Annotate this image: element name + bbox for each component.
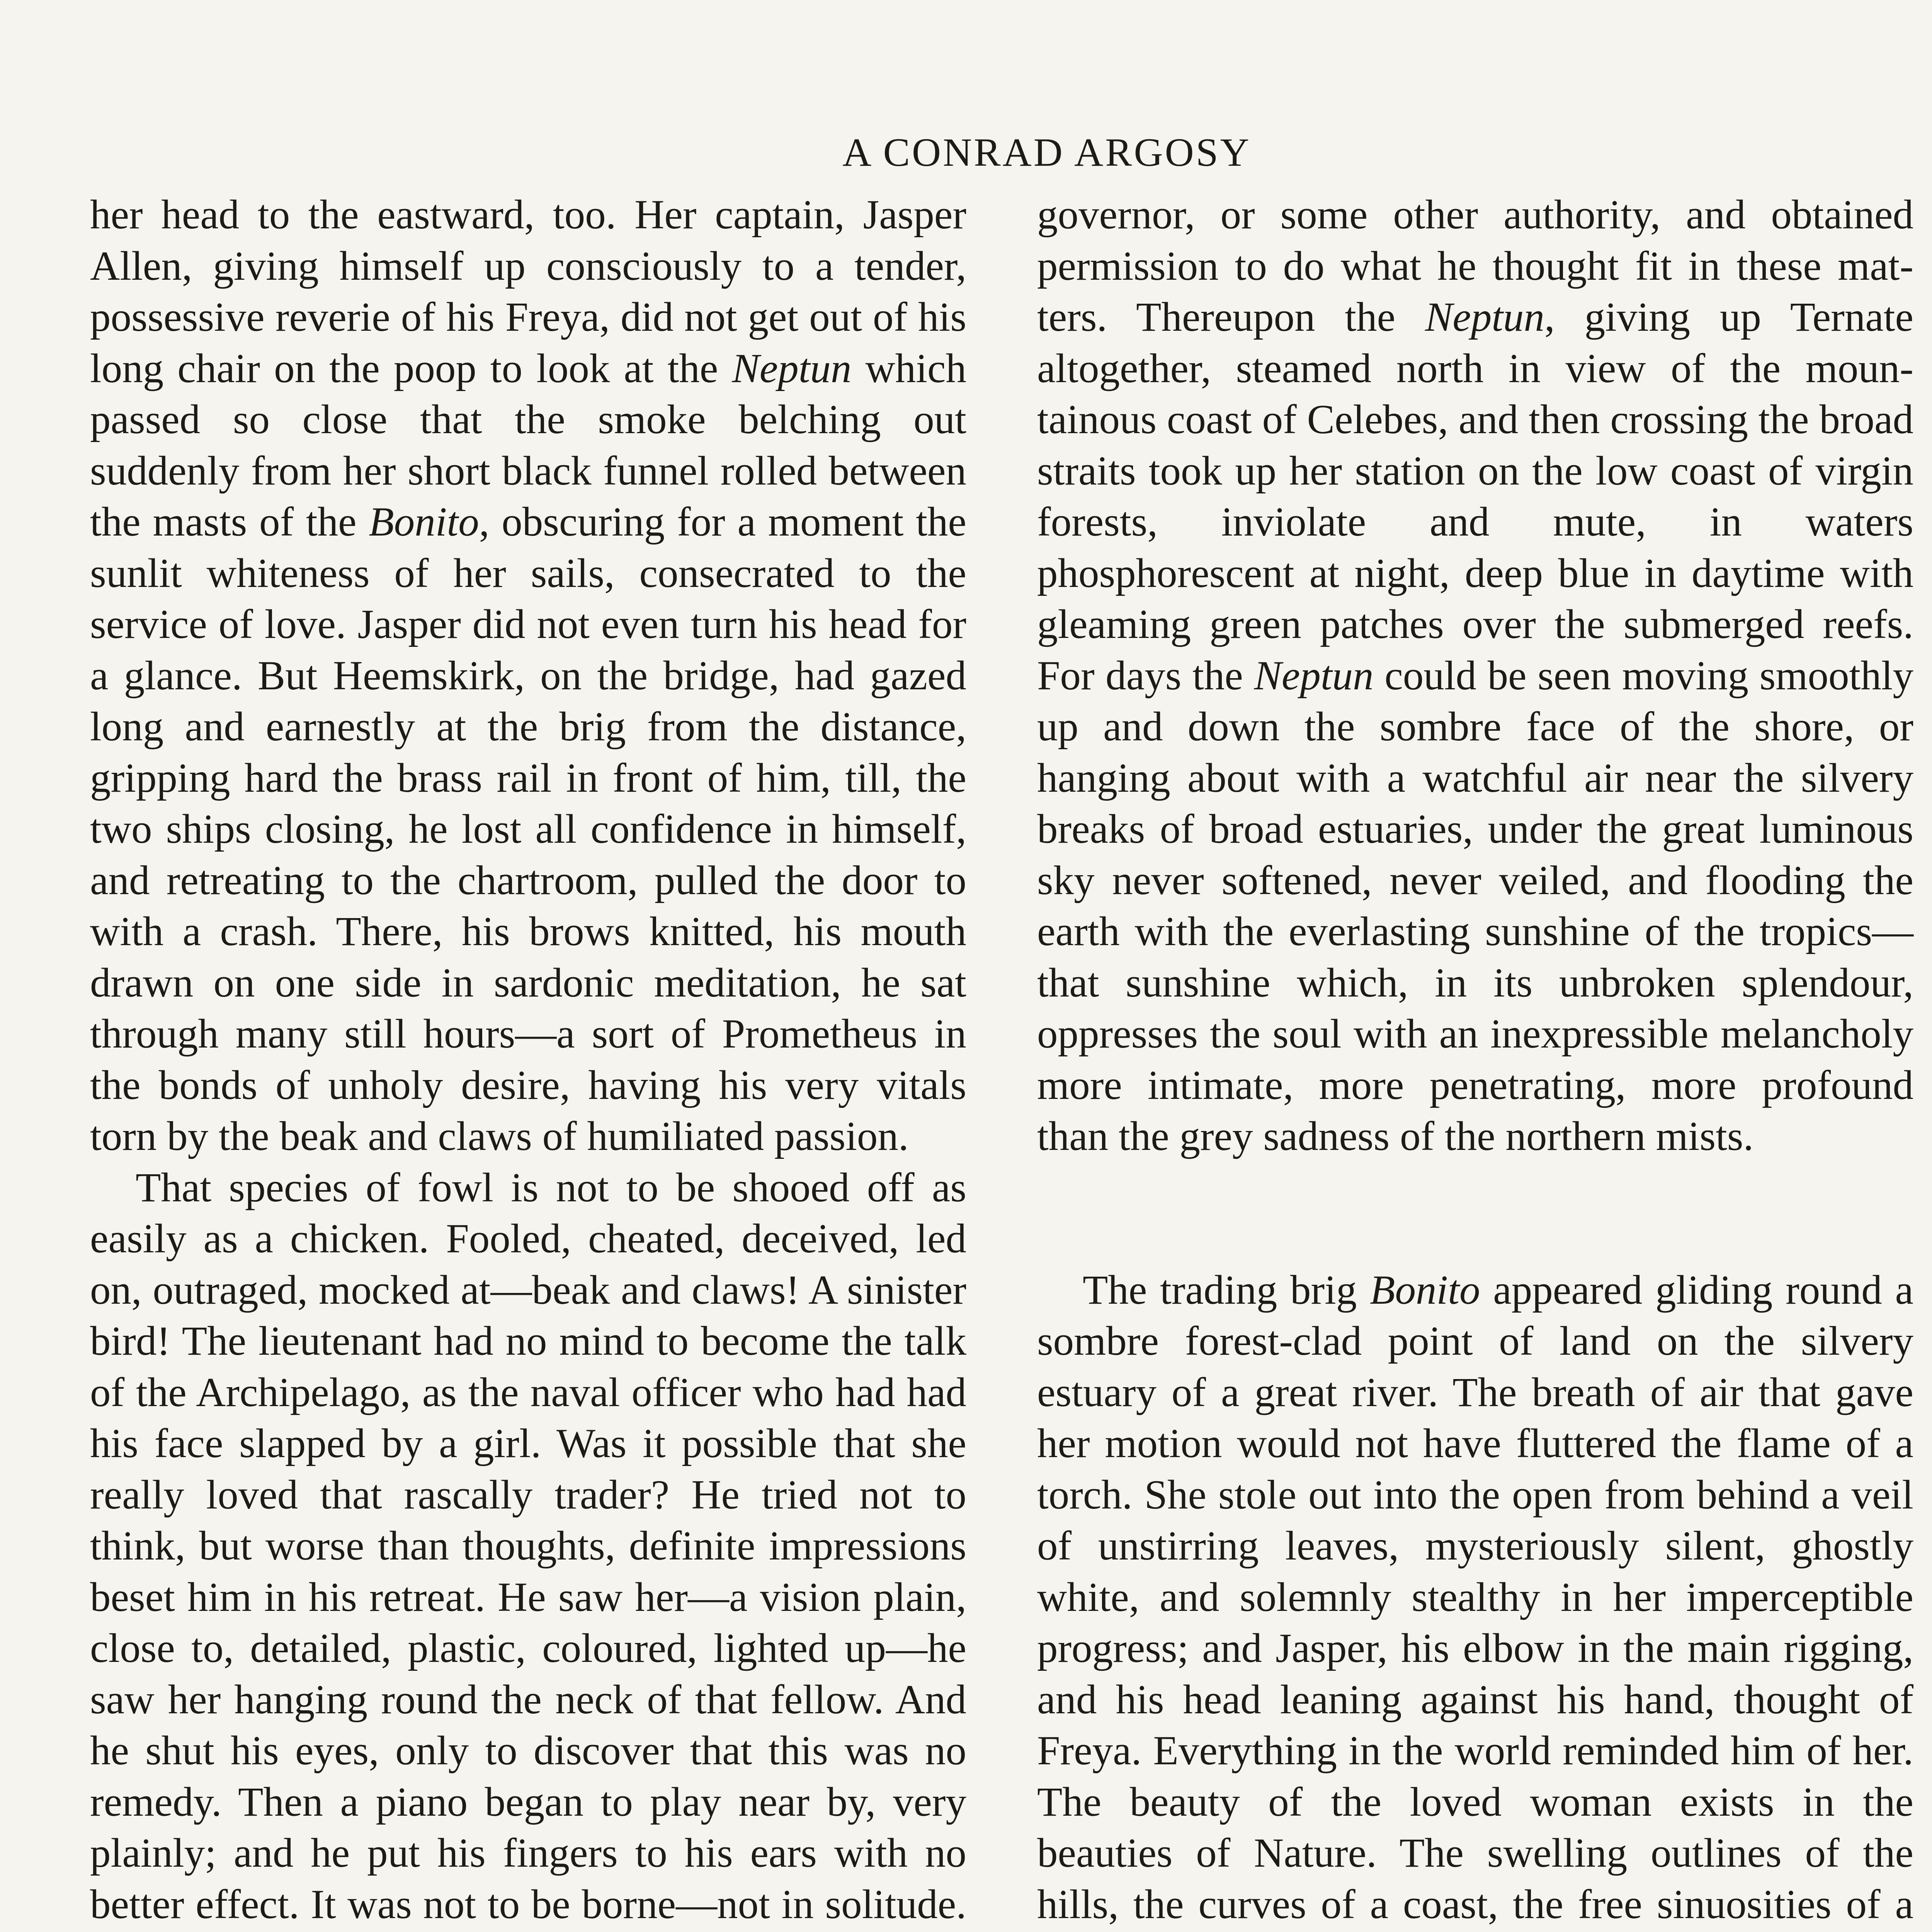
ship-name: Neptun: [1425, 294, 1545, 340]
section-start-paragraph: The trading brig Bonito appeared gliding round a sombre forest-clad point of land on the silvery estuary of a great river. The breath of air that gave her motion would not have fluttered the flame of a torch. She stole out into the open from behind a veil of unstirring leaves, mysteriously silent, ghostly white, and solemnly stealthy in her imperceptible progress; and Jasper, his elbow in the main rigging, and his head leaning against his hand, thought of Freya. Everything in the world reminded him of her. The beauty of the loved woman exists in the beauties of Nature. The swelling outlines of the hills, the curves of a coast, the free sinuosities of a: [1037, 1267, 1913, 1927]
ship-name: Neptun: [732, 345, 852, 391]
left-column: [90, 189, 966, 1932]
ship-name: Bonito: [1370, 1267, 1480, 1313]
body-paragraph: governor, or some other authority, and obtained permission to do what he thought fit in these matters. Thereupon the Neptun, giving up Ternate altogether, steamed north in view of the mountainous coast of Celebes, and then crossing the broad straits took up her station on the low coast of virgin forests, inviolate and mute, in waters phosphorescent at night, deep blue in daytime with gleaming green patches over the submerged reefs. For days the Neptun could be seen moving smoothly up and down the sombre face of the shore, or hanging about with a watchful air near the silvery breaks of broad estuaries, under the great luminous sky never softened, never veiled, and flooding the earth with the everlasting sunshine of the tropics—that sunshine which, in its unbroken splendour, oppresses the soul with an inexpressible melancholy more intimate, more penetrating, more profound than the grey sadness of the northern mists.: [1037, 192, 1913, 1159]
running-header: A CONRAD ARGOSY: [842, 130, 1251, 175]
right-column: [1037, 189, 1913, 1932]
ship-name: Neptun: [1254, 653, 1374, 699]
body-paragraph: That species of fowl is not to be shooed off as easily as a chicken. Fooled, cheated, deceived, led on, outraged, mocked at—beak and claws! A sinister bird! The lieutenant had no mind to become the talk of the Archipelago, as the naval officer who had had his face slapped by a girl. Was it possible that she really loved that rascally trader? He tried not to think, but worse than thoughts, definite impressions beset him in his retreat. He saw her—a vision plain, close to, detailed, plastic, coloured, lighted up—he saw her hanging round the neck of that fellow. And he shut his eyes, only to discover that this was no remedy. Then a piano began to play near by, very plainly; and he put his fingers to his ears with no better effect. It was not to be borne—not in solitude.: [90, 1165, 966, 1927]
ship-name: Bonito: [369, 499, 479, 545]
body-paragraph: her head to the eastward, too. Her captain, Jasper Allen, giving himself up consciously to a tender, possessive reverie of his Freya, did not get out of his long chair on the poop to look at the Neptun which passed so close that the smoke belching out suddenly from her short black funnel rolled between the masts of the Bonito, obscuring for a moment the sunlit whiteness of her sails, consecrated to the service of love. Jasper did not even turn his head for a glance. But Heemskirk, on the bridge, had gazed long and earnestly at the brig from the distance, gripping hard the brass rail in front of him, till, the two ships closing, he lost all confidence in himself, and retreating to the chartroom, pulled the door to with a crash. There, his brows knitted, his mouth drawn on one side in sardonic meditation, he sat through many still hours—a sort of Prometheus in the bonds of unholy desire, having his very vitals torn by the beak and claws of humiliated passion.: [90, 192, 966, 1159]
